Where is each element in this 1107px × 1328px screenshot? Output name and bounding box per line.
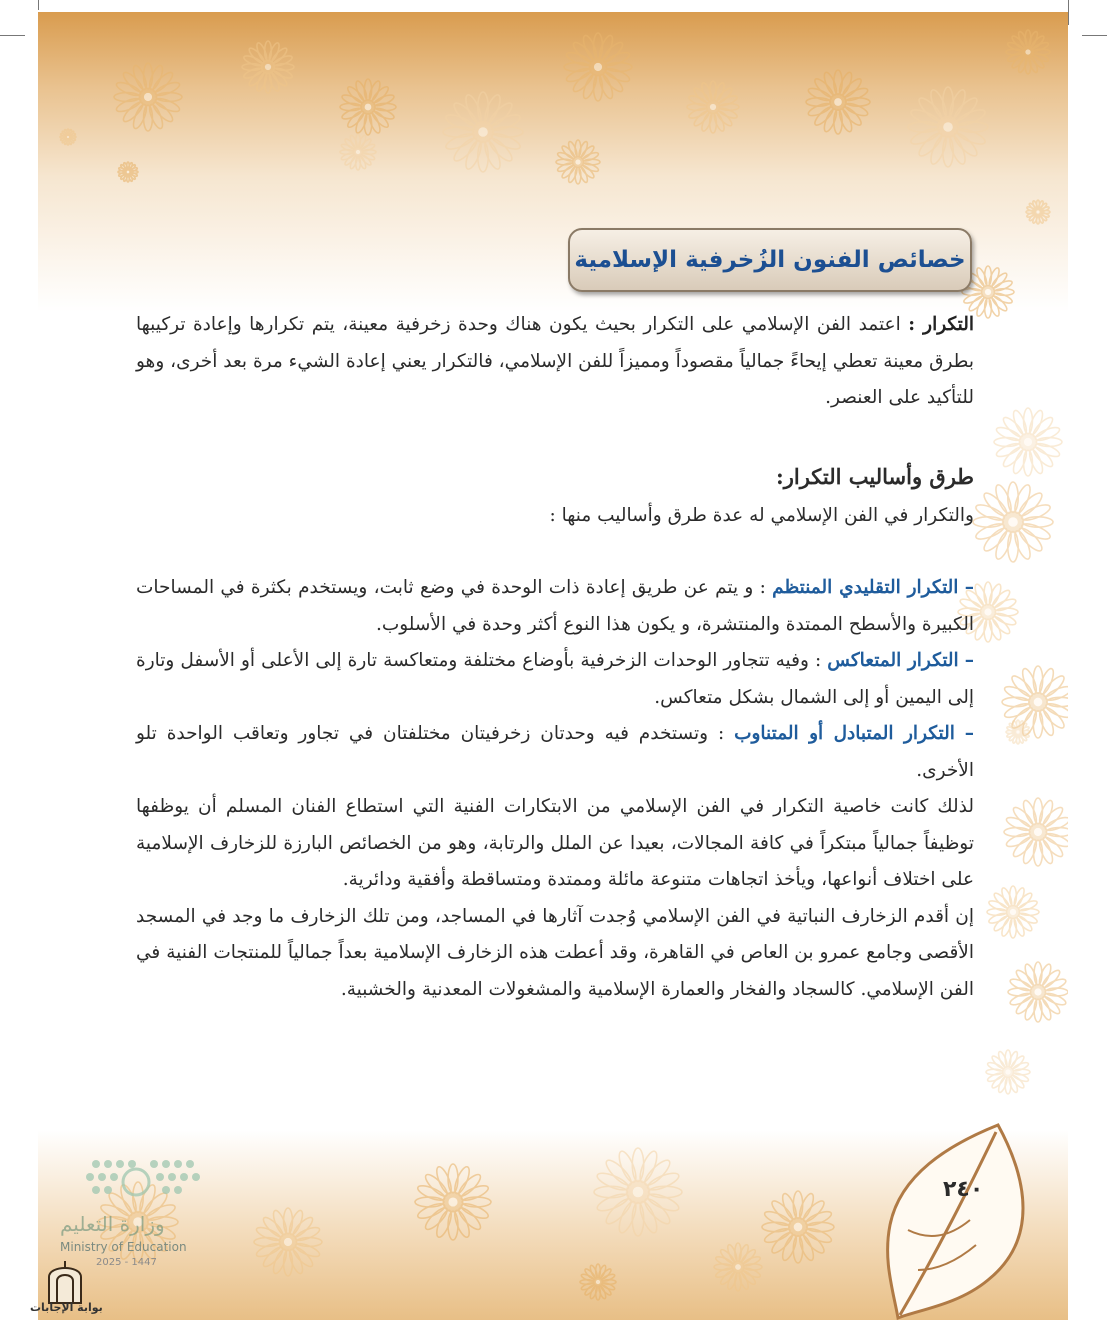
ministry-name-en: Ministry of Education	[60, 1240, 187, 1254]
method-dash: –	[964, 650, 974, 671]
method-item	[136, 570, 974, 643]
edition-year: 2025 - 1447	[96, 1257, 157, 1268]
method-term: التكرار المتبادل أو المتناوب	[734, 723, 955, 744]
method-separator: :	[717, 723, 735, 744]
method-dash: –	[964, 577, 974, 598]
method-item	[136, 643, 974, 716]
method-dash: –	[964, 723, 974, 744]
method-text: و يتم عن طريق إعادة ذات الوحدة في وضع ثابت، ويستخدم بكثرة في المساحات الكبيرة والأسطح الممتدة والمنتشرة، و يكون هذا النوع أكثر وحدة في الأسلوب.	[136, 577, 974, 635]
crop-mark	[1068, 0, 1069, 25]
method-term: التكرار المتعاكس	[827, 650, 959, 671]
method-text: وفيه تتجاور الوحدات الزخرفية بأوضاع مختلفة ومتعاكسة تارة إلى الأعلى أو الأسفل وتارة إلى اليمين أو إلى الشمال بشكل متعاكس.	[136, 650, 974, 708]
section-title-box	[568, 228, 972, 292]
methods-heading: طرق وأساليب التكرار:	[775, 464, 974, 489]
methods-section	[136, 459, 974, 534]
methods-list	[136, 570, 974, 1008]
repetition-term: التكرار :	[908, 314, 974, 335]
method-text: وتستخدم فيه وحدتان زخرفيتان مختلفتان في تجاور وتعاقب الواحدة تلو الأخرى.	[136, 723, 974, 781]
ministry-name-ar: وزارة التعليم	[60, 1212, 165, 1236]
crop-mark	[0, 35, 25, 36]
repetition-paragraph	[136, 307, 974, 417]
repetition-definition: اعتمد الفن الإسلامي على التكرار بحيث يكون هناك وحدة زخرفية معينة، يتم تكرارها وإعادة تركيبها بطرق معينة تعطي إيحاءً جمالياً مقصوداً ومميزاً للفن الإسلامي، فالتكرار يعني إعادة الشيء مرة بعد أخرى، وهو للتأكيد على العنصر.	[136, 314, 974, 408]
answers-portal-icon	[45, 1257, 85, 1305]
answers-portal-label: بوابة الإجابات	[30, 1301, 103, 1314]
crop-mark	[38, 0, 39, 10]
page-number: ٢٤٠	[943, 1177, 984, 1202]
section-title: خصائص الفنون الزُخرفية الإسلامية	[574, 247, 966, 273]
method-separator: :	[814, 650, 828, 671]
method-separator: :	[759, 577, 773, 598]
crop-mark	[1082, 35, 1107, 36]
method-item	[136, 716, 974, 789]
body-paragraph-1: لذلك كانت خاصية التكرار في الفن الإسلامي من الابتكارات الفنية التي استطاع الفنان المسلم أن يوظفها توظيفاً جمالياً مبتكراً في كافة المجالات، بعيدا عن الملل والرتابة، وهو من الخصائص البارزة للزخارف الإسلامية على اختلاف أنواعها، ويأخذ اتجاهات متنوعة مائلة وممتدة ومتساقطة وأفقية ودائرية.	[136, 796, 974, 890]
body-paragraph-2: إن أقدم الزخارف النباتية في الفن الإسلامي وُجدت آثارها في المساجد، ومن تلك الزخارف ما وجد في المسجد الأقصى وجامع عمرو بن العاص في القاهرة، وقد أعطت هذه الزخارف الإسلامية بعداً جمالياً للمنتجات الفنية في الفن الإسلامي. كالسجاد والفخار والعمارة الإسلامية والمشغولات المعدنية والخشبية.	[136, 905, 974, 1000]
method-term: التكرار التقليدي المنتظم	[772, 577, 959, 598]
methods-intro: والتكرار في الفن الإسلامي له عدة طرق وأساليب منها :	[549, 504, 974, 526]
leaf-page-icon	[878, 1120, 1038, 1320]
book-page	[38, 12, 1068, 1320]
